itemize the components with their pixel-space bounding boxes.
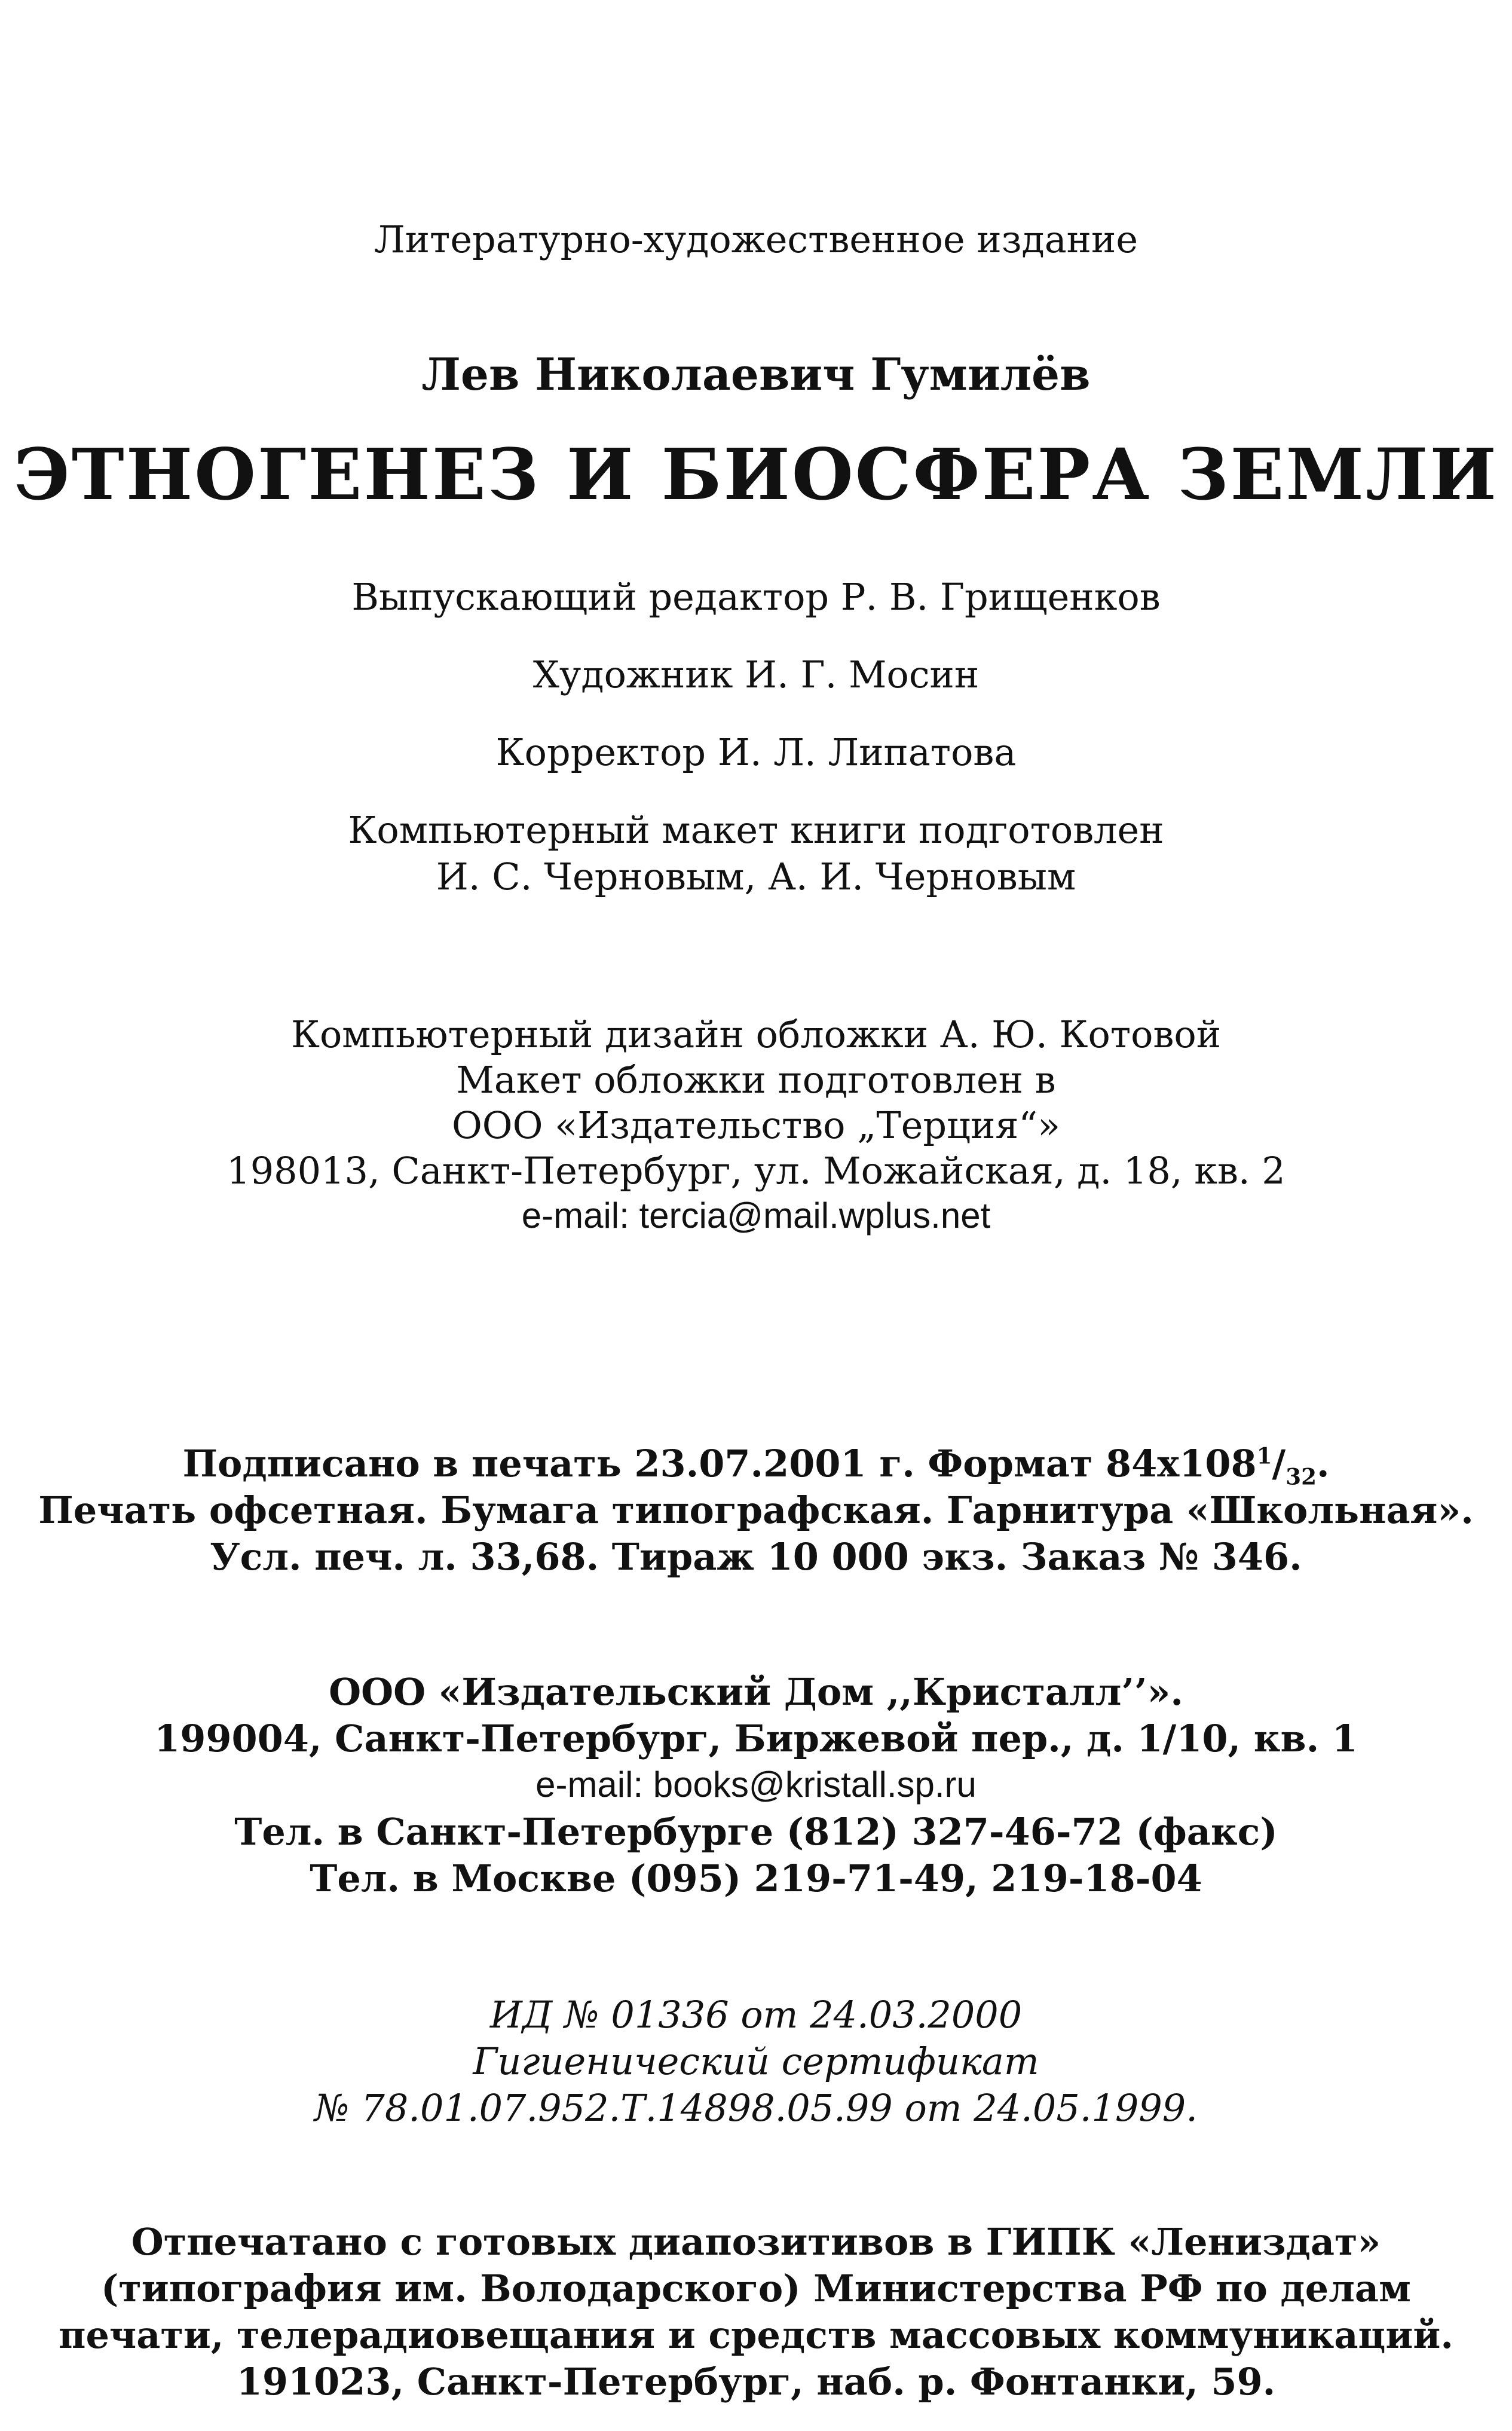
cover-design-line2: Макет обложки подготовлен в <box>456 1058 1056 1102</box>
publisher-address: 199004, Санкт-Петербург, Биржевой пер., д. 1/10, кв. 1 <box>154 1717 1358 1760</box>
genre-line: Литературно-художественное издание <box>374 218 1138 261</box>
license-id: ИД № 01336 от 24.03.2000 <box>489 1993 1023 2036</box>
publisher-name: ООО «Издательский Дом ,,Кристалл’’». <box>329 1670 1183 1714</box>
format-subscript: 32 <box>1285 1463 1317 1490</box>
printer-address: 191023, Санкт-Петербург, наб. р. Фонтанки, 59. <box>236 2360 1276 2404</box>
hygiene-certificate-label: Гигиенический сертификат <box>473 2039 1039 2083</box>
cover-design-line1: Компьютерный дизайн обложки А. Ю. Котовой <box>290 1013 1222 1056</box>
print-info-line2: Печать офсетная. Бумага типографская. Гарнитура «Школьная». <box>38 1488 1474 1532</box>
editor-credit: Выпускающий редактор Р. В. Грищенков <box>351 575 1161 619</box>
author-name: Лев Николаевич Гумилёв <box>421 349 1091 400</box>
hygiene-certificate-number: № 78.01.07.952.Т.14898.05.99 от 24.05.1999. <box>314 2086 1198 2130</box>
publisher-phone-moscow: Тел. в Москве (095) 219-71-49, 219-18-04 <box>310 1857 1202 1900</box>
artist-credit: Художник И. Г. Мосин <box>532 653 980 696</box>
publisher-phone-spb: Тел. в Санкт-Петербурге (812) 327-46-72 (факс) <box>234 1810 1278 1854</box>
printer-line1: Отпечатано с готовых диапозитивов в ГИПК «Лениздат» <box>131 2220 1381 2264</box>
publisher-email: e-mail: books@kristall.sp.ru <box>535 1765 977 1805</box>
format-slash: / <box>1272 1442 1286 1485</box>
printer-line2: (типография им. Володарского) Министерства РФ по делам <box>101 2267 1411 2310</box>
printer-line3: печати, телерадиовещания и средств массовых коммуникаций. <box>59 2313 1453 2357</box>
print-info-line3: Усл. печ. л. 33,68. Тираж 10 000 экз. Заказ № 346. <box>210 1535 1302 1579</box>
format-period: . <box>1316 1442 1330 1485</box>
cover-design-line3: ООО «Издательство „Терция“» <box>451 1103 1061 1147</box>
proofreader-credit: Корректор И. Л. Липатова <box>495 730 1017 774</box>
print-info-format: Подписано в печать 23.07.2001 г. Формат 84х108 <box>182 1442 1257 1485</box>
book-title: ЭТНОГЕНЕЗ И БИОСФЕРА ЗЕМЛИ <box>14 433 1498 516</box>
cover-design-email: e-mail: tercia@mail.wplus.net <box>521 1195 991 1236</box>
layout-credit-line2: И. С. Черновым, А. И. Черновым <box>436 855 1076 898</box>
print-info-line1 <box>0 1442 1512 1490</box>
cover-design-address: 198013, Санкт-Петербург, ул. Можайская, д. 18, кв. 2 <box>227 1149 1285 1192</box>
format-superscript: 1 <box>1256 1442 1272 1469</box>
layout-credit-line1: Компьютерный макет книги подготовлен <box>348 808 1164 852</box>
